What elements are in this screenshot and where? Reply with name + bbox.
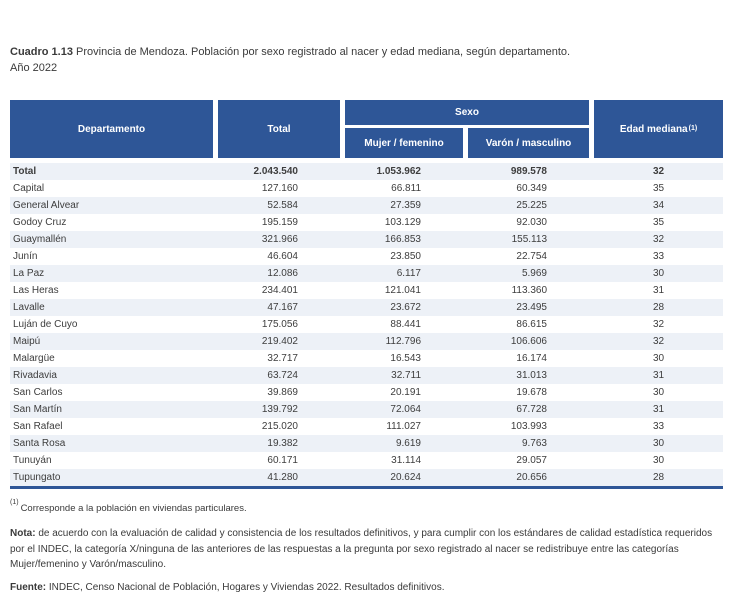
median-age-cell: 31 bbox=[652, 285, 665, 296]
total-cell: 52.584 bbox=[267, 200, 298, 211]
total-cell: 139.792 bbox=[261, 404, 298, 415]
median-age-cell: 30 bbox=[652, 268, 665, 279]
male-cell: 5.969 bbox=[521, 268, 547, 279]
table-title-line1 bbox=[10, 44, 723, 60]
female-cell: 111.027 bbox=[386, 421, 421, 432]
department-cell: San Carlos bbox=[13, 387, 63, 398]
female-cell: 31.114 bbox=[391, 455, 421, 466]
female-cell: 72.064 bbox=[390, 404, 421, 415]
female-cell: 103.129 bbox=[384, 217, 421, 228]
table-title-text: Provincia de Mendoza. Población por sexo registrado al nacer y edad mediana, según departamento. bbox=[72, 46, 571, 58]
male-cell: 989.578 bbox=[510, 166, 547, 177]
fuente bbox=[10, 582, 723, 593]
col-header-edad-mediana bbox=[594, 100, 723, 158]
total-cell: 195.159 bbox=[261, 217, 298, 228]
table-row bbox=[10, 316, 723, 333]
edad-mediana-label: Edad mediana bbox=[619, 123, 688, 135]
total-cell: 12.086 bbox=[267, 268, 298, 279]
male-cell: 23.495 bbox=[516, 302, 547, 313]
table-body bbox=[10, 163, 723, 489]
male-cell: 16.174 bbox=[516, 353, 547, 364]
total-cell: 46.604 bbox=[267, 251, 298, 262]
median-age-cell: 30 bbox=[652, 387, 665, 398]
table-row bbox=[10, 299, 723, 316]
department-cell: San Rafael bbox=[13, 421, 63, 432]
female-cell: 88.441 bbox=[390, 319, 421, 330]
total-cell: 234.401 bbox=[261, 285, 298, 296]
female-cell: 6.117 bbox=[396, 268, 421, 279]
median-age-cell: 32 bbox=[652, 336, 665, 347]
median-age-cell: 32 bbox=[652, 166, 665, 177]
male-cell: 31.013 bbox=[516, 370, 547, 381]
total-cell: 321.966 bbox=[261, 234, 298, 245]
female-cell: 32.711 bbox=[391, 370, 421, 381]
fuente-text: INDEC, Censo Nacional de Población, Hogares y Viviendas 2022. Resultados definitivos. bbox=[46, 581, 445, 593]
median-age-cell: 33 bbox=[652, 421, 665, 432]
median-age-cell: 28 bbox=[652, 302, 665, 313]
table-row bbox=[10, 469, 723, 486]
median-age-cell: 35 bbox=[652, 183, 665, 194]
female-cell: 23.672 bbox=[390, 302, 421, 313]
total-cell: 127.160 bbox=[261, 183, 298, 194]
total-cell: 32.717 bbox=[267, 353, 298, 364]
total-cell: 60.171 bbox=[267, 455, 298, 466]
department-cell: Luján de Cuyo bbox=[13, 319, 78, 330]
table-row bbox=[10, 418, 723, 435]
department-cell: Rivadavia bbox=[13, 370, 57, 381]
footnote-1 bbox=[10, 499, 723, 515]
total-cell: 219.402 bbox=[261, 336, 298, 347]
department-cell: Tunuyán bbox=[13, 455, 52, 466]
department-cell: Santa Rosa bbox=[13, 438, 66, 449]
median-age-cell: 34 bbox=[652, 200, 665, 211]
footnote-1-text: Corresponde a la población en viviendas particulares. bbox=[20, 503, 247, 515]
sexo-subheaders bbox=[345, 128, 589, 158]
table-row bbox=[10, 163, 723, 180]
department-cell: Total bbox=[13, 166, 37, 177]
female-cell: 66.811 bbox=[391, 183, 421, 194]
median-age-cell: 35 bbox=[652, 217, 665, 228]
male-cell: 29.057 bbox=[516, 455, 547, 466]
female-cell: 16.543 bbox=[390, 353, 421, 364]
male-cell: 67.728 bbox=[516, 404, 547, 415]
col-header-total: Total bbox=[218, 100, 340, 158]
table-row bbox=[10, 350, 723, 367]
male-cell: 9.763 bbox=[521, 438, 547, 449]
table-row bbox=[10, 248, 723, 265]
fuente-label: Fuente: bbox=[10, 581, 47, 593]
department-cell: La Paz bbox=[13, 268, 45, 279]
department-cell: Junín bbox=[13, 251, 38, 262]
table-row bbox=[10, 452, 723, 469]
female-cell: 20.624 bbox=[390, 472, 421, 483]
department-cell: General Alvear bbox=[13, 200, 80, 211]
footnote-1-marker: (1) bbox=[10, 499, 19, 506]
table-title-year: Año 2022 bbox=[10, 62, 58, 74]
male-cell: 106.606 bbox=[510, 336, 547, 347]
col-header-varon-masculino: Varón / masculino bbox=[468, 128, 589, 158]
department-cell: Tupungato bbox=[13, 472, 61, 483]
median-age-cell: 32 bbox=[652, 234, 665, 245]
male-cell: 113.360 bbox=[511, 285, 547, 296]
female-cell: 121.041 bbox=[384, 285, 421, 296]
nota-label: Nota: bbox=[10, 528, 36, 540]
group-header-sexo: Sexo bbox=[345, 100, 589, 125]
col-group-sexo bbox=[345, 100, 589, 158]
table-row bbox=[10, 282, 723, 299]
female-cell: 23.850 bbox=[390, 251, 421, 262]
nota bbox=[10, 526, 716, 573]
female-cell: 27.359 bbox=[390, 200, 421, 211]
table-row bbox=[10, 435, 723, 452]
table-row bbox=[10, 214, 723, 231]
table-row bbox=[10, 384, 723, 401]
male-cell: 25.225 bbox=[516, 200, 547, 211]
male-cell: 20.656 bbox=[516, 472, 547, 483]
department-cell: Las Heras bbox=[13, 285, 59, 296]
total-cell: 175.056 bbox=[261, 319, 298, 330]
table-row bbox=[10, 231, 723, 248]
table-row bbox=[10, 401, 723, 418]
male-cell: 86.615 bbox=[516, 319, 547, 330]
department-cell: San Martín bbox=[13, 404, 62, 415]
female-cell: 20.191 bbox=[390, 387, 421, 398]
total-cell: 215.020 bbox=[261, 421, 298, 432]
total-cell: 2.043.540 bbox=[253, 166, 298, 177]
total-cell: 19.382 bbox=[267, 438, 298, 449]
table-title bbox=[10, 44, 723, 76]
median-age-cell: 30 bbox=[652, 438, 665, 449]
department-cell: Maipú bbox=[13, 336, 41, 347]
male-cell: 60.349 bbox=[516, 183, 547, 194]
department-cell: Capital bbox=[13, 183, 45, 194]
table-number: Cuadro 1.13 bbox=[10, 46, 73, 58]
department-cell: Lavalle bbox=[13, 302, 45, 313]
female-cell: 166.853 bbox=[384, 234, 421, 245]
department-cell: Malargüe bbox=[13, 353, 55, 364]
total-cell: 63.724 bbox=[267, 370, 298, 381]
total-cell: 47.167 bbox=[267, 302, 298, 313]
department-cell: Guaymallén bbox=[13, 234, 67, 245]
edad-mediana-footnote-marker: (1) bbox=[688, 124, 698, 132]
median-age-cell: 31 bbox=[652, 370, 665, 381]
male-cell: 19.678 bbox=[516, 387, 547, 398]
table-row bbox=[10, 180, 723, 197]
total-cell: 39.869 bbox=[267, 387, 298, 398]
median-age-cell: 33 bbox=[652, 251, 665, 262]
median-age-cell: 32 bbox=[652, 319, 665, 330]
col-header-mujer-femenino: Mujer / femenino bbox=[345, 128, 463, 158]
table-row bbox=[10, 265, 723, 282]
table-row bbox=[10, 367, 723, 384]
table-header bbox=[10, 100, 723, 158]
female-cell: 9.619 bbox=[395, 438, 421, 449]
nota-text: de acuerdo con la evaluación de calidad y consistencia de los resultados definitivos, y para cumplir con los estándares de calidad estadística requeridos por el INDEC, la categoría X/ninguna de las anteriores de las respuestas a la pregunta por sexo registrado al nacer se redistribuye entre las categorías Mujer/femenino y Varón/masculino. bbox=[10, 528, 713, 571]
median-age-cell: 28 bbox=[652, 472, 665, 483]
total-cell: 41.280 bbox=[267, 472, 298, 483]
male-cell: 155.113 bbox=[511, 234, 547, 245]
col-header-departamento: Departamento bbox=[10, 100, 213, 158]
male-cell: 22.754 bbox=[516, 251, 547, 262]
median-age-cell: 31 bbox=[652, 404, 665, 415]
male-cell: 92.030 bbox=[516, 217, 547, 228]
female-cell: 1.053.962 bbox=[376, 166, 421, 177]
female-cell: 112.796 bbox=[385, 336, 421, 347]
data-table bbox=[10, 100, 723, 489]
male-cell: 103.993 bbox=[510, 421, 547, 432]
median-age-cell: 30 bbox=[652, 455, 665, 466]
median-age-cell: 30 bbox=[652, 353, 665, 364]
department-cell: Godoy Cruz bbox=[13, 217, 67, 228]
table-row bbox=[10, 333, 723, 350]
table-row bbox=[10, 197, 723, 214]
